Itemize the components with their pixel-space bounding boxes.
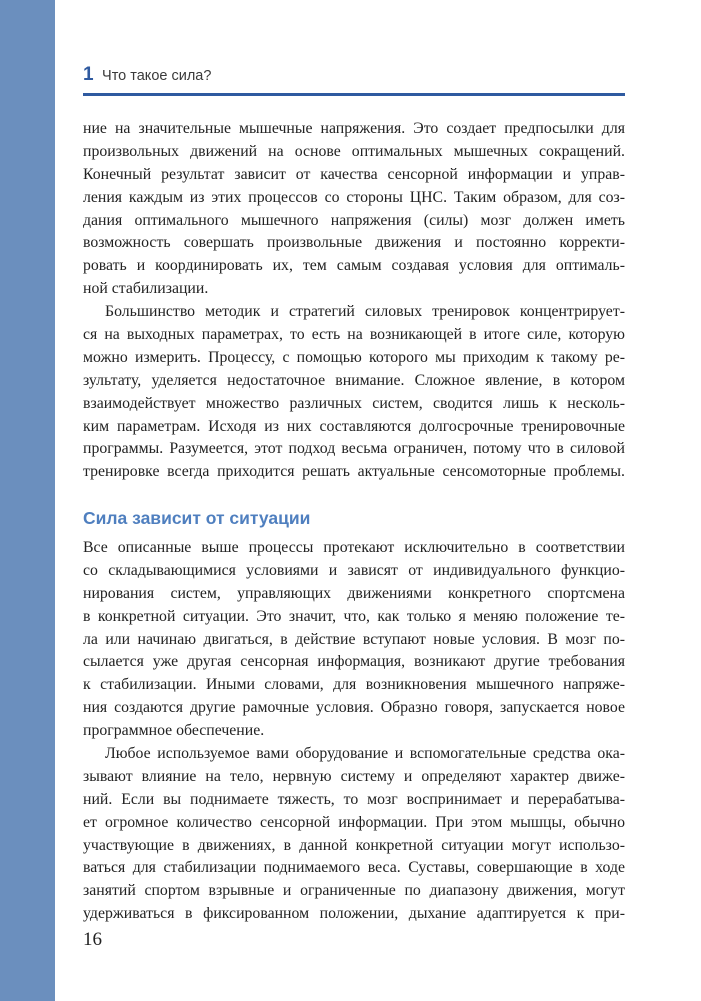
text-line: ет огромное количество сенсорной информации. При этом мышцы, обычно	[83, 813, 625, 831]
text-line: ния создаются другие рамочные условия. Образно говоря, запускается новое	[83, 699, 625, 717]
paragraph	[83, 118, 625, 301]
text-line: в конкретной ситуации. Это значит, что, как только я меняю положение те-	[83, 607, 625, 625]
page-number: 16	[83, 929, 102, 950]
text-line: ровать и координировать их, тем самым создавая условия для оптималь-	[83, 257, 625, 275]
chapter-title: Что такое сила?	[102, 68, 212, 84]
paragraph	[83, 537, 625, 743]
text-line: возможность совершать произвольные движения и постоянно корректи-	[83, 234, 625, 252]
text-line: зывают влияние на тело, нервную систему и определяют характер движе-	[83, 767, 625, 785]
running-header	[83, 64, 625, 90]
text-line: ким параметрам. Исходя из них составляются долгосрочные тренировочные	[83, 417, 625, 435]
header-rule	[83, 93, 625, 96]
text-line: зультату, уделяется недостаточное внимание. Сложное явление, в котором	[83, 371, 625, 389]
text-line: участвующие в движениях, в данной конкретной ситуации могут использо-	[83, 836, 625, 854]
text-line: Конечный результат зависит от качества сенсорной информации и управ-	[83, 165, 625, 183]
text-line: ления каждым из этих процессов со стороны ЦНС. Таким образом, для соз-	[83, 188, 625, 206]
chapter-number: 1	[83, 64, 94, 85]
text-line: Большинство методик и стратегий силовых тренировок концентрирует-	[105, 303, 625, 321]
text-line: ваться для стабилизации поднимаемого веса. Суставы, совершающие в ходе	[83, 859, 625, 877]
text-line: программы. Разумеется, этот подход весьма ограничен, потому что в силовой	[83, 440, 625, 458]
text-line: взаимодействует множество различных систем, сводится лишь к несколь-	[83, 394, 625, 412]
text-line: дания оптимального мышечного напряжения (силы) мозг должен иметь	[83, 211, 625, 229]
text-line: ний. Если вы поднимаете тяжесть, то мозг воспринимает и перерабатыва-	[83, 790, 625, 808]
text-line: сылается уже другая сенсорная информация, возникают другие требования	[83, 653, 625, 671]
body-text-before-heading	[83, 118, 625, 484]
text-line: Все описанные выше процессы протекают исключительно в соответствии	[83, 539, 625, 556]
text-line: ние на значительные мышечные напряжения. Это создает предпосылки для	[83, 120, 625, 137]
text-line: ла или начинаю двигаться, в действие вступают новые условия. В мозг по-	[83, 630, 625, 648]
paragraph	[83, 301, 625, 484]
paragraph	[83, 743, 625, 926]
text-line: ся на выходных параметрах, то есть на возникающей в итоге силе, которую	[83, 326, 625, 344]
section-heading: Сила зависит от ситуации	[83, 508, 311, 528]
text-line: можно измерить. Процессу, с помощью которого мы приходим к такому ре-	[83, 348, 625, 366]
text-line: занятий спортом взрывные и ограниченные по диапазону движения, могут	[83, 882, 625, 900]
side-color-band	[0, 0, 55, 1001]
text-line: произвольных движений на основе оптимальных мышечных сокращений.	[83, 142, 625, 160]
text-line: Любое используемое вами оборудование и вспомогательные средства ока-	[105, 745, 625, 763]
text-line: к стабилизации. Иными словами, для возникновения мышечного напряже-	[83, 676, 625, 694]
text-line: со складывающимися условиями и зависят от индивидуального функцио-	[83, 561, 625, 579]
text-line: тренировке всегда приходится решать актуальные сенсомоторные проблемы.	[83, 463, 625, 481]
text-line: удерживаться в фиксированном положении, дыхание адаптируется к при-	[83, 905, 625, 923]
body-text-after-heading	[83, 537, 625, 926]
text-line: нирования систем, управляющих движениями конкретного спортсмена	[83, 584, 625, 602]
text-line: программное обеспечение.	[83, 722, 265, 740]
text-line: ной стабилизации.	[83, 280, 209, 298]
